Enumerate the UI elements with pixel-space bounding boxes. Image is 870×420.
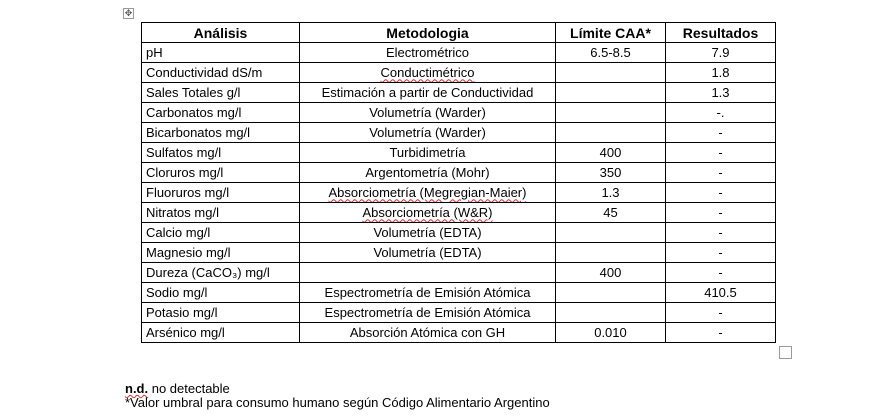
cell-method [300, 183, 556, 203]
cell-parameter: Cloruros mg/l [142, 163, 300, 183]
cell-method: Volumetría (Warder) [300, 123, 556, 143]
nd-term: n.d. [125, 381, 149, 396]
cell-method [300, 203, 556, 223]
table-row [142, 303, 776, 323]
cell-limit: 0.010 [556, 323, 666, 343]
cell-result: - [666, 163, 776, 183]
cell-result: - [666, 203, 776, 223]
cell-result: - [666, 143, 776, 163]
cell-parameter: Nitratos mg/l [142, 203, 300, 223]
cell-result: - [666, 223, 776, 243]
cell-method: Estimación a partir de Conductividad [300, 83, 556, 103]
cell-limit [556, 223, 666, 243]
table-row [142, 223, 776, 243]
footnotes [125, 382, 550, 410]
header-method: Metodologia [300, 23, 556, 43]
cell-limit: 1.3 [556, 183, 666, 203]
table-row [142, 143, 776, 163]
footnote-nd [125, 382, 550, 396]
footnote-caa: *Valor umbral para consumo humano según Código Alimentario Argentino [125, 395, 550, 410]
cell-limit [556, 303, 666, 323]
cell-method: Argentometría (Mohr) [300, 163, 556, 183]
cell-limit [556, 123, 666, 143]
cell-result: - [666, 123, 776, 143]
cell-method: Espectrometría de Emisión Atómica [300, 303, 556, 323]
cell-method: Turbidimetría [300, 143, 556, 163]
method-text: Absorciometría (W&R) [362, 204, 493, 220]
table-row [142, 263, 776, 283]
cell-parameter: Sulfatos mg/l [142, 143, 300, 163]
cell-result: 410.5 [666, 283, 776, 303]
cell-limit [556, 63, 666, 83]
cell-limit [556, 243, 666, 263]
cell-parameter: Sodio mg/l [142, 283, 300, 303]
header-limit: Límite CAA* [556, 23, 666, 43]
cell-method: Volumetría (Warder) [300, 103, 556, 123]
cell-parameter: Magnesio mg/l [142, 243, 300, 263]
cell-parameter: Dureza (CaCO₃) mg/l [142, 263, 300, 283]
table-row [142, 203, 776, 223]
cell-parameter: Bicarbonatos mg/l [142, 123, 300, 143]
cell-parameter: Sales Totales g/l [142, 83, 300, 103]
cell-parameter: Carbonatos mg/l [142, 103, 300, 123]
cell-result: - [666, 243, 776, 263]
method-text: Absorciometría (Megregian-Maier) [328, 184, 527, 200]
cell-parameter: Conductividad dS/m [142, 63, 300, 83]
cell-parameter: Fluoruros mg/l [142, 183, 300, 203]
table-row [142, 163, 776, 183]
table-header-row [142, 23, 776, 43]
header-result: Resultados [666, 23, 776, 43]
table-row [142, 243, 776, 263]
cell-method: Electrométrico [300, 43, 556, 63]
cell-method: Volumetría (EDTA) [300, 243, 556, 263]
cell-method [300, 63, 556, 83]
table-row [142, 103, 776, 123]
analysis-table [141, 22, 776, 343]
cell-method: Absorción Atómica con GH [300, 323, 556, 343]
table-row [142, 43, 776, 63]
table-row [142, 123, 776, 143]
method-text: Conductimétrico [380, 64, 475, 80]
cell-limit: 400 [556, 263, 666, 283]
cell-result: - [666, 323, 776, 343]
cell-result: -. [666, 103, 776, 123]
cell-limit: 6.5-8.5 [556, 43, 666, 63]
cell-parameter: Arsénico mg/l [142, 323, 300, 343]
cell-result: 1.8 [666, 63, 776, 83]
cell-parameter: Calcio mg/l [142, 223, 300, 243]
table-row [142, 83, 776, 103]
table-resize-handle[interactable] [779, 346, 792, 359]
table-row [142, 283, 776, 303]
cell-result: - [666, 183, 776, 203]
table-move-handle[interactable]: ✥ [124, 8, 133, 18]
table-row [142, 63, 776, 83]
cell-result: 1.3 [666, 83, 776, 103]
cell-limit [556, 83, 666, 103]
cell-limit: 400 [556, 143, 666, 163]
cell-limit [556, 283, 666, 303]
cell-result: - [666, 303, 776, 323]
cell-limit: 45 [556, 203, 666, 223]
cell-method: Volumetría (EDTA) [300, 223, 556, 243]
table-row [142, 323, 776, 343]
cell-limit [556, 103, 666, 123]
table-row [142, 183, 776, 203]
nd-text: no detectable [148, 381, 230, 396]
cell-result: 7.9 [666, 43, 776, 63]
cell-method: Espectrometría de Emisión Atómica [300, 283, 556, 303]
cell-parameter: pH [142, 43, 300, 63]
cell-result: - [666, 263, 776, 283]
cell-limit: 350 [556, 163, 666, 183]
cell-method [300, 263, 556, 283]
header-parameter: Análisis [142, 23, 300, 43]
cell-parameter: Potasio mg/l [142, 303, 300, 323]
